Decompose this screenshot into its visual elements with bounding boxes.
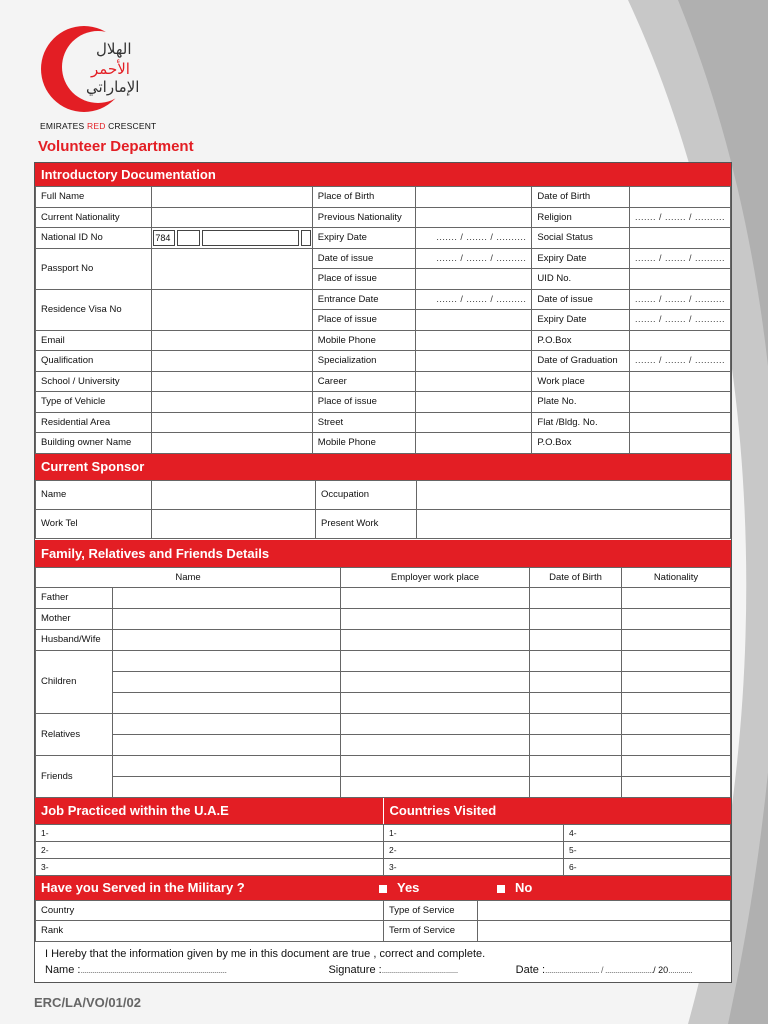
intro-label: Current Nationality	[36, 207, 152, 228]
intro-value-field[interactable]	[152, 207, 312, 228]
family-value-field[interactable]	[341, 587, 530, 608]
date-placeholder: ....... / ....... / ..........	[436, 232, 527, 243]
logo-arabic-3: الإماراتي	[86, 78, 140, 96]
intro-label: Religion	[532, 207, 629, 228]
intro-value-field[interactable]	[416, 433, 532, 454]
intro-label: UID No.	[532, 269, 629, 290]
intro-label: Mobile Phone	[312, 330, 415, 351]
intro-label: Residential Area	[36, 412, 152, 433]
intro-label: Residence Visa No	[36, 289, 152, 330]
intro-label: National ID No	[36, 228, 152, 249]
family-row	[36, 608, 731, 629]
job-country-row	[36, 841, 731, 858]
country-item[interactable]: 4-	[564, 824, 731, 841]
no-checkbox[interactable]	[497, 885, 505, 893]
intro-label: Full Name	[36, 187, 152, 208]
intro-label: Date of issue	[532, 289, 629, 310]
military-value-field[interactable]	[478, 900, 731, 921]
intro-label: P.O.Box	[532, 433, 629, 454]
intro-value-field[interactable]	[629, 371, 730, 392]
family-row	[36, 671, 731, 692]
intro-value-field[interactable]	[152, 187, 312, 208]
sponsor-label: Occupation	[316, 480, 417, 509]
declaration-text: I Hereby that the information given by me in this document are true , correct and complete.	[45, 947, 486, 960]
intro-value-field[interactable]	[629, 248, 730, 269]
intro-label: Place of issue	[312, 392, 415, 413]
family-value-field[interactable]	[530, 608, 622, 629]
family-value-field[interactable]	[113, 629, 341, 650]
date-placeholder: ....... / ....... / ..........	[436, 252, 527, 263]
country-item[interactable]: 1-	[384, 824, 564, 841]
intro-label: Social Status	[532, 228, 629, 249]
intro-value-field[interactable]	[152, 228, 312, 249]
logo-english: EMIRATES RED CRESCENT	[40, 121, 157, 131]
family-value-field[interactable]	[530, 671, 622, 692]
intro-value-field[interactable]	[416, 330, 532, 351]
section-countries-header: Countries Visited	[383, 798, 732, 824]
family-value-field[interactable]	[113, 713, 341, 734]
date-label: Date :	[515, 963, 546, 976]
intro-label: Place of Birth	[312, 187, 415, 208]
sponsor-table	[35, 480, 731, 539]
intro-row	[36, 228, 731, 249]
intro-row	[36, 392, 731, 413]
job-item[interactable]: 3-	[36, 858, 384, 875]
intro-table	[35, 186, 731, 454]
military-yes-option[interactable]: Yes	[379, 880, 497, 895]
id-part[interactable]	[202, 230, 299, 246]
intro-value-field[interactable]	[416, 187, 532, 208]
sponsor-row	[36, 480, 731, 509]
signature-field[interactable]: ......................................	[381, 964, 458, 975]
intro-label: Type of Vehicle	[36, 392, 152, 413]
family-value-field[interactable]	[530, 713, 622, 734]
date-placeholder: ....... / ....... / ..........	[634, 293, 725, 304]
family-value-field[interactable]	[113, 734, 341, 755]
military-left-field[interactable]	[36, 921, 384, 942]
intro-value-field[interactable]	[416, 351, 532, 372]
intro-label: Email	[36, 330, 152, 351]
section-job-header: Job Practiced within the U.A.E	[35, 798, 383, 824]
family-row	[36, 755, 731, 776]
job-country-row	[36, 858, 731, 875]
intro-row	[36, 371, 731, 392]
family-label-relatives: Relatives	[36, 713, 113, 755]
intro-label: Expiry Date	[532, 310, 629, 331]
family-value-field[interactable]	[113, 608, 341, 629]
intro-row	[36, 207, 731, 228]
intro-value-field[interactable]	[416, 392, 532, 413]
military-label: Type of Service	[384, 900, 478, 921]
job-country-row	[36, 824, 731, 841]
section-military-header	[35, 876, 731, 900]
family-value-field[interactable]	[113, 776, 341, 797]
intro-value-field[interactable]	[416, 371, 532, 392]
family-value-field[interactable]	[341, 692, 530, 713]
id-part[interactable]	[301, 230, 311, 246]
intro-value-field[interactable]	[629, 392, 730, 413]
intro-value-field[interactable]	[629, 351, 730, 372]
family-row	[36, 650, 731, 671]
intro-value-field[interactable]	[152, 289, 312, 330]
military-label: Term of Service	[384, 921, 478, 942]
intro-label: P.O.Box	[532, 330, 629, 351]
family-label-mother: Mother	[36, 608, 113, 629]
family-value-field[interactable]	[113, 692, 341, 713]
intro-label: Expiry Date	[312, 228, 415, 249]
family-row	[36, 776, 731, 797]
job-item[interactable]: 2-	[36, 841, 384, 858]
intro-value-field[interactable]	[416, 310, 532, 331]
section-intro-header: Introductory Documentation	[35, 163, 731, 186]
family-value-field[interactable]	[113, 671, 341, 692]
intro-value-field[interactable]	[152, 433, 312, 454]
military-value-field[interactable]	[478, 921, 731, 942]
sponsor-value-field[interactable]	[152, 509, 316, 538]
family-value-field[interactable]	[341, 755, 530, 776]
family-label-children: Children	[36, 650, 113, 713]
intro-label: School / University	[36, 371, 152, 392]
signature-label: Signature :	[328, 963, 382, 976]
family-value-field[interactable]	[530, 755, 622, 776]
family-value-field[interactable]	[622, 776, 731, 797]
intro-label: Qualification	[36, 351, 152, 372]
intro-value-field[interactable]	[629, 207, 730, 228]
family-value-field[interactable]	[341, 608, 530, 629]
intro-label: Date of Birth	[532, 187, 629, 208]
country-item[interactable]: 3-	[384, 858, 564, 875]
military-table	[35, 900, 731, 942]
family-value-field[interactable]	[341, 713, 530, 734]
form-code: ERC/LA/VO/01/02	[34, 995, 141, 1010]
department-title: Volunteer Department	[38, 138, 194, 155]
family-value-field[interactable]	[530, 587, 622, 608]
family-row	[36, 692, 731, 713]
date-placeholder: ....... / ....... / ..........	[634, 211, 725, 222]
logo-arabic-1: الهلال	[96, 40, 132, 58]
date-placeholder: ....... / ....... / ..........	[634, 314, 725, 325]
intro-row	[36, 433, 731, 454]
intro-label: Previous Nationality	[312, 207, 415, 228]
intro-value-field[interactable]	[416, 248, 532, 269]
intro-value-field[interactable]	[152, 392, 312, 413]
family-value-field[interactable]	[113, 587, 341, 608]
family-header-row	[36, 567, 731, 587]
intro-value-field[interactable]	[629, 310, 730, 331]
family-label-friends: Friends	[36, 755, 113, 797]
family-value-field[interactable]	[530, 650, 622, 671]
date-year: / 20	[653, 964, 669, 975]
intro-label: Flat /Bldg. No.	[532, 412, 629, 433]
family-header-dob: Date of Birth	[530, 567, 622, 587]
intro-value-field[interactable]	[152, 248, 312, 289]
intro-row	[36, 289, 731, 310]
family-row	[36, 629, 731, 650]
family-table	[35, 567, 731, 798]
sponsor-row	[36, 509, 731, 538]
military-question: Have you Served in the Military ?	[41, 880, 245, 895]
intro-row	[36, 412, 731, 433]
sponsor-label: Name	[36, 480, 152, 509]
intro-row	[36, 248, 731, 269]
intro-value-field[interactable]	[629, 187, 730, 208]
family-row	[36, 713, 731, 734]
intro-value-field[interactable]	[416, 228, 532, 249]
id-prefix: 784	[153, 230, 174, 246]
intro-label: Place of issue	[312, 310, 415, 331]
intro-label: Work place	[532, 371, 629, 392]
id-part[interactable]	[177, 230, 200, 246]
family-value-field[interactable]	[622, 650, 731, 671]
country-item[interactable]: 2-	[384, 841, 564, 858]
date-placeholder: ....... / ....... / ..........	[436, 293, 527, 304]
red-crescent-logo	[36, 14, 146, 134]
family-value-field[interactable]	[622, 734, 731, 755]
family-value-field[interactable]	[341, 671, 530, 692]
intro-label: Date of issue	[312, 248, 415, 269]
intro-value-field[interactable]	[152, 330, 312, 351]
family-value-field[interactable]	[622, 713, 731, 734]
name-label: Name :	[45, 963, 81, 976]
intro-label: Specialization	[312, 351, 415, 372]
intro-value-field[interactable]	[152, 371, 312, 392]
intro-value-field[interactable]	[416, 269, 532, 290]
sponsor-value-field[interactable]	[417, 509, 731, 538]
military-label: Country	[41, 904, 75, 916]
intro-value-field[interactable]	[629, 433, 730, 454]
sponsor-value-field[interactable]	[152, 480, 316, 509]
family-value-field[interactable]	[530, 776, 622, 797]
family-value-field[interactable]	[622, 692, 731, 713]
section-family-header: Family, Relatives and Friends Details	[35, 540, 731, 567]
family-row	[36, 734, 731, 755]
family-label-father: Father	[36, 587, 113, 608]
yes-checkbox[interactable]	[379, 885, 387, 893]
intro-label: Date of Graduation	[532, 351, 629, 372]
intro-row	[36, 187, 731, 208]
country-item[interactable]: 5-	[564, 841, 731, 858]
intro-value-field[interactable]	[629, 412, 730, 433]
intro-label: Place of issue	[312, 269, 415, 290]
family-value-field[interactable]	[530, 692, 622, 713]
family-value-field[interactable]	[530, 734, 622, 755]
signature-line: Name : ......................................................................... Signature : ...................................... Date : ........................... / ........................ / 20 ............	[45, 963, 693, 976]
family-value-field[interactable]	[341, 650, 530, 671]
family-header-name: Name	[36, 567, 341, 587]
date-placeholder: ....... / ....... / ..........	[634, 355, 725, 366]
intro-label: Street	[312, 412, 415, 433]
family-header-nationality: Nationality	[622, 567, 731, 587]
volunteer-form	[34, 162, 732, 983]
country-item[interactable]: 6-	[564, 858, 731, 875]
family-row	[36, 587, 731, 608]
intro-value-field[interactable]	[152, 412, 312, 433]
military-left-field[interactable]	[36, 900, 384, 921]
intro-row	[36, 330, 731, 351]
national-id-input[interactable]	[153, 230, 310, 246]
military-row	[36, 921, 731, 942]
intro-label: Passport No	[36, 248, 152, 289]
family-value-field[interactable]	[622, 671, 731, 692]
intro-value-field[interactable]	[629, 228, 730, 249]
family-value-field[interactable]	[113, 650, 341, 671]
family-value-field[interactable]	[622, 587, 731, 608]
section-sponsor-header: Current Sponsor	[35, 454, 731, 480]
date-placeholder: ....... / ....... / ..........	[634, 252, 725, 263]
job-countries-headers	[35, 798, 731, 824]
military-row	[36, 900, 731, 921]
family-value-field[interactable]	[530, 629, 622, 650]
family-value-field[interactable]	[341, 734, 530, 755]
job-item[interactable]: 1-	[36, 824, 384, 841]
sponsor-label: Present Work	[316, 509, 417, 538]
job-countries-table	[35, 824, 731, 876]
intro-value-field[interactable]	[629, 330, 730, 351]
military-label: Rank	[41, 925, 64, 937]
family-value-field[interactable]	[622, 629, 731, 650]
family-value-field[interactable]	[113, 755, 341, 776]
sponsor-label: Work Tel	[36, 509, 152, 538]
family-header-employer: Employer work place	[341, 567, 530, 587]
intro-value-field[interactable]	[416, 207, 532, 228]
family-value-field[interactable]	[622, 755, 731, 776]
family-value-field[interactable]	[341, 629, 530, 650]
family-label-spouse: Husband/Wife	[36, 629, 113, 650]
intro-value-field[interactable]	[416, 412, 532, 433]
logo-arabic-2: الأحمر	[91, 60, 130, 78]
intro-label: Career	[312, 371, 415, 392]
intro-value-field[interactable]	[152, 351, 312, 372]
date-field[interactable]: ........................... / ........................	[545, 964, 654, 975]
military-no-option[interactable]: No	[497, 880, 532, 895]
intro-value-field[interactable]	[629, 269, 730, 290]
intro-label: Building owner Name	[36, 433, 152, 454]
intro-row	[36, 351, 731, 372]
intro-label: Plate No.	[532, 392, 629, 413]
family-value-field[interactable]	[341, 776, 530, 797]
intro-value-field[interactable]	[629, 289, 730, 310]
intro-label: Entrance Date	[312, 289, 415, 310]
family-value-field[interactable]	[622, 608, 731, 629]
name-field[interactable]: .........................................................................	[80, 964, 227, 975]
intro-label: Mobile Phone	[312, 433, 415, 454]
sponsor-value-field[interactable]	[417, 480, 731, 509]
intro-value-field[interactable]	[416, 289, 532, 310]
intro-label: Expiry Date	[532, 248, 629, 269]
